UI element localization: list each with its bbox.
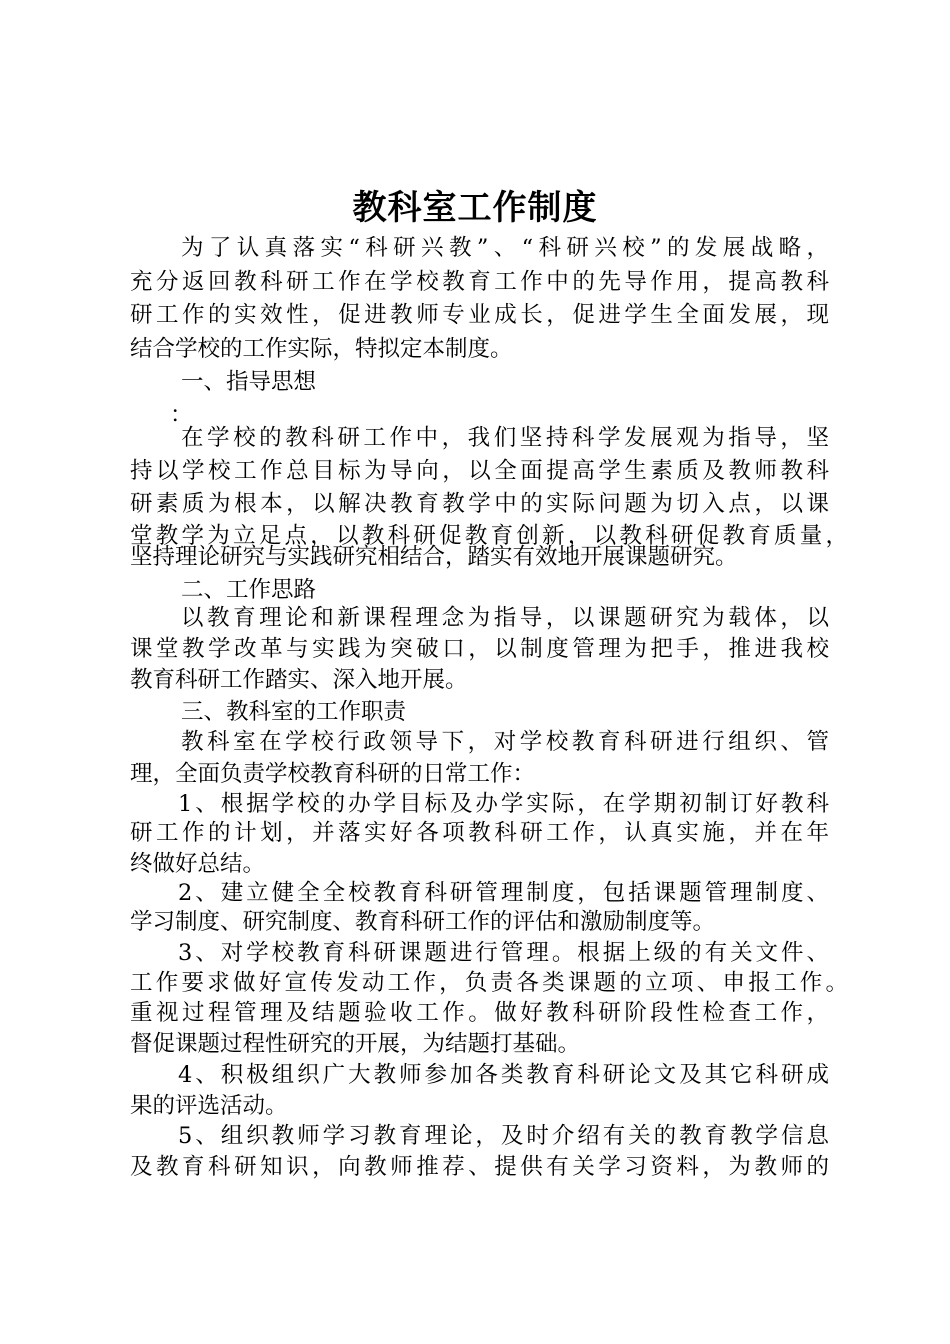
document-title: 教科室工作制度 [352,188,598,228]
paragraph-line: 结合学校的工作实际，特拟定本制度。 [130,336,513,362]
list-item-line: 学习制度、研究制度、教育科研工作的评估和激励制度等。 [130,909,716,935]
list-item-line: 及教育科研知识，向教师推荐、提供有关学习资料，为教师的 [130,1154,829,1180]
list-item-line: 2、建立健全全校教育科研管理制度，包括课题管理制度、 [178,880,829,906]
paragraph-line: 坚持理论研究与实践研究相结合，踏实有效地开展课题研究。 [130,544,738,570]
section-heading: 一、指导思想 [181,369,317,395]
paragraph-line: 持以学校工作总目标为导向，以全面提高学生素质及教师教科 [130,458,829,484]
paragraph-line: 为了认真落实“科研兴教”、“科研兴校”的发展战略， [181,235,829,261]
list-item-line: 工作要求做好宣传发动工作，负责各类课题的立项、申报工作。 [130,970,848,996]
paragraph-line: 研工作的实效性，促进教师专业成长，促进学生全面发展，现 [130,302,829,328]
paragraph-line: 理，全面负责学校教育科研的日常工作： [130,761,536,787]
list-item-line: 3、对学校教育科研课题进行管理。根据上级的有关文件、 [178,940,829,966]
list-item-line: 督促课题过程性研究的开展，为结题打基础。 [130,1031,581,1057]
paragraph-line: ： [170,402,193,428]
paragraph-line: 教育科研工作踏实、深入地开展。 [130,667,468,693]
list-item-line: 1、根据学校的办学目标及办学实际，在学期初制订好教科 [178,791,829,817]
list-item-line: 5、组织教师学习教育理论，及时介绍有关的教育教学信息 [178,1123,829,1149]
list-item-line: 终做好总结。 [130,851,266,877]
paragraph-line: 以教育理论和新课程理念为指导，以课题研究为载体，以 [181,605,829,631]
section-heading: 二、工作思路 [181,577,317,603]
paragraph-line: 在学校的教科研工作中，我们坚持科学发展观为指导，坚 [181,425,829,451]
paragraph-line: 堂教学为立足点，以教科研促教育创新，以教科研促教育质量， [130,523,848,549]
paragraph-line: 课堂教学改革与实践为突破口，以制度管理为把手，推进我校 [130,636,829,662]
list-item-line: 4、积极组织广大教师参加各类教育科研论文及其它科研成 [178,1062,829,1088]
list-item-line: 果的评选活动。 [130,1093,288,1119]
paragraph-line: 研素质为根本，以解决教育教学中的实际问题为切入点，以课 [130,491,829,517]
paragraph-line: 充分返回教科研工作在学校教育工作中的先导作用，提高教科 [130,269,829,295]
list-item-line: 研工作的计划，并落实好各项教科研工作，认真实施，并在年 [130,820,829,846]
list-item-line: 重视过程管理及结题验收工作。做好教科研阶段性检查工作， [130,1000,829,1026]
paragraph-line: 教科室在学校行政领导下，对学校教育科研进行组织、管 [181,729,829,755]
section-heading: 三、教科室的工作职责 [181,699,407,725]
